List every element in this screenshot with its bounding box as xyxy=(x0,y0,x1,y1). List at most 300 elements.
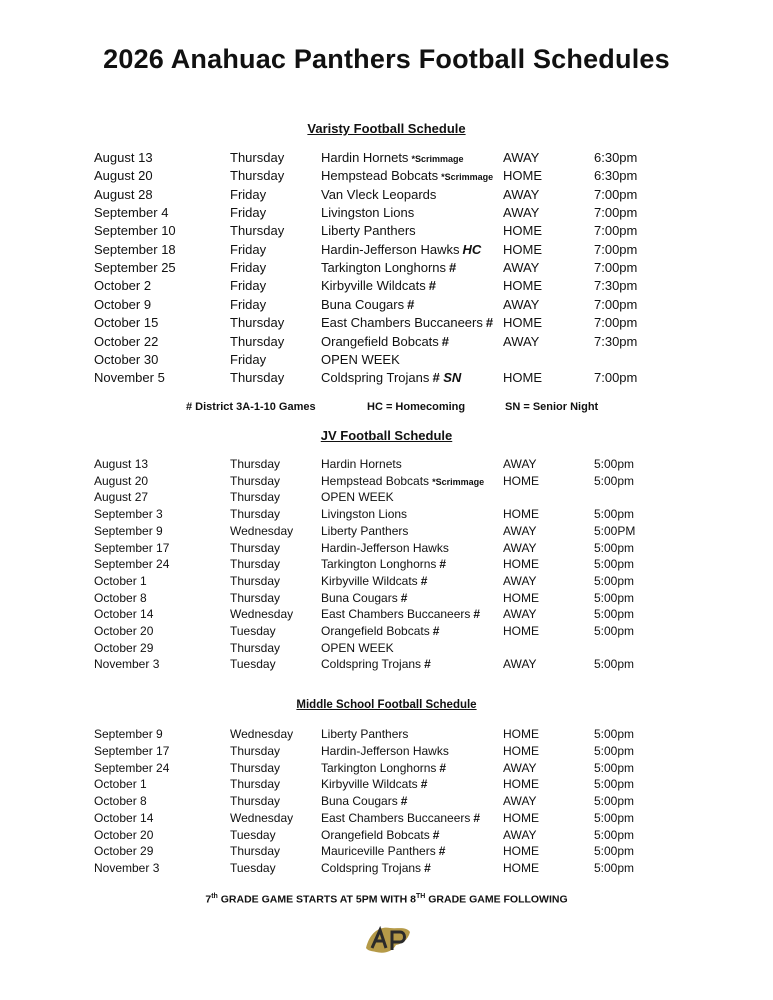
table-row xyxy=(0,223,773,241)
game-opponent-text: Hardin Hornets xyxy=(321,150,409,165)
table-row xyxy=(0,557,773,575)
game-time xyxy=(594,794,634,808)
game-time-text: 5:00pm xyxy=(594,794,635,808)
game-date-text: September 24 xyxy=(94,557,170,572)
game-opponent-text: Orangefield Bobcats xyxy=(321,827,430,842)
game-date xyxy=(94,474,148,488)
game-marker: # xyxy=(420,777,428,792)
game-location-text: AWAY xyxy=(503,827,537,842)
game-time xyxy=(594,607,634,621)
table-row xyxy=(0,474,773,492)
game-location-text: AWAY xyxy=(503,573,537,588)
game-location xyxy=(503,187,539,202)
game-location-text: HOME xyxy=(503,590,539,605)
game-day-text: Wednesday xyxy=(230,607,294,622)
game-day xyxy=(230,794,280,808)
game-date xyxy=(94,370,165,385)
game-location-text: AWAY xyxy=(503,186,540,202)
game-location xyxy=(503,624,539,638)
game-time xyxy=(594,315,637,330)
game-day-text: Thursday xyxy=(230,333,285,349)
table-row xyxy=(0,861,773,879)
game-date-text: October 29 xyxy=(94,844,154,859)
game-date xyxy=(94,828,153,842)
page-title: 2026 Anahuac Panthers Football Schedules xyxy=(103,44,670,74)
game-day xyxy=(230,574,280,588)
game-time xyxy=(594,474,634,488)
grade-game-note xyxy=(0,893,773,906)
game-date-text: September 17 xyxy=(94,540,170,555)
game-location xyxy=(503,744,539,758)
game-day-text: Friday xyxy=(230,278,267,294)
game-location-text: HOME xyxy=(503,241,542,257)
game-opponent-text: Hempstead Bobcats xyxy=(321,168,439,184)
game-opponent xyxy=(321,541,449,555)
game-location-text: HOME xyxy=(503,727,539,741)
game-opponent xyxy=(321,352,400,367)
game-marker: # xyxy=(428,278,436,294)
footer-sup-2: TH xyxy=(415,893,426,900)
game-day xyxy=(230,474,280,488)
game-opponent-text: OPEN WEEK xyxy=(321,490,394,505)
game-day-text: Thursday xyxy=(230,760,281,775)
game-date xyxy=(94,187,153,202)
game-day xyxy=(230,457,280,471)
game-location-text: HOME xyxy=(503,315,542,331)
game-time-text: 7:00pm xyxy=(594,186,638,202)
game-opponent-text: East Chambers Buccaneers xyxy=(321,810,471,825)
game-opponent xyxy=(321,794,407,808)
game-day-text: Thursday xyxy=(230,315,285,331)
table-row xyxy=(0,334,773,352)
game-time xyxy=(594,574,634,588)
game-opponent xyxy=(321,657,431,671)
game-opponent xyxy=(321,727,408,741)
game-day xyxy=(230,205,266,220)
game-opponent-text: OPEN WEEK xyxy=(321,640,394,655)
game-time-text: 5:00pm xyxy=(594,727,635,741)
game-time xyxy=(594,457,634,471)
game-day-text: Thursday xyxy=(230,844,281,859)
game-day-text: Thursday xyxy=(230,473,281,488)
game-date-text: October 14 xyxy=(94,810,154,825)
table-row xyxy=(0,541,773,559)
game-opponent xyxy=(321,168,493,183)
varsity-heading: Varisty Football Schedule xyxy=(307,121,466,136)
game-opponent-text: Kirbyville Wildcats xyxy=(321,777,418,792)
table-row xyxy=(0,352,773,370)
game-time xyxy=(594,260,637,275)
game-opponent xyxy=(321,242,481,257)
game-day xyxy=(230,278,266,293)
table-row xyxy=(0,777,773,795)
game-marker: # xyxy=(407,296,415,312)
game-time xyxy=(594,811,634,825)
game-marker: # xyxy=(439,760,447,775)
game-location-text: HOME xyxy=(503,370,542,386)
game-date-text: November 5 xyxy=(94,370,165,386)
game-opponent-text: Van Vleck Leopards xyxy=(321,186,437,202)
game-day xyxy=(230,761,280,775)
game-date xyxy=(94,777,147,791)
game-time-text: 5:00pm xyxy=(594,557,635,572)
game-date xyxy=(94,490,148,504)
game-marker: # xyxy=(485,315,494,331)
game-marker: # xyxy=(432,827,440,842)
game-date xyxy=(94,457,148,471)
game-location xyxy=(503,297,539,312)
game-date-text: October 14 xyxy=(94,607,154,622)
game-day xyxy=(230,223,284,238)
game-location-text: AWAY xyxy=(503,260,540,276)
game-time-text: 7:00pm xyxy=(594,223,638,239)
game-time-text: 5:00pm xyxy=(594,473,635,488)
game-time xyxy=(594,334,637,349)
game-opponent-text: East Chambers Buccaneers xyxy=(321,607,471,622)
game-opponent xyxy=(321,297,414,312)
game-date-text: August 27 xyxy=(94,490,149,505)
game-day xyxy=(230,828,276,842)
game-time-text: 5:00pm xyxy=(594,590,635,605)
game-time-text: 5:00pm xyxy=(594,777,635,792)
game-marker: # xyxy=(424,861,431,875)
game-location xyxy=(503,507,539,521)
game-location xyxy=(503,260,539,275)
game-date xyxy=(94,242,176,257)
game-day-text: Thursday xyxy=(230,540,281,555)
game-date xyxy=(94,557,169,571)
game-location-text: AWAY xyxy=(503,760,537,775)
table-row xyxy=(0,727,773,745)
game-date-text: October 30 xyxy=(94,351,159,367)
game-date xyxy=(94,574,147,588)
game-day-text: Tuesday xyxy=(230,861,276,875)
game-time xyxy=(594,278,637,293)
game-date xyxy=(94,507,163,521)
game-opponent-text: Tarkington Longhorns xyxy=(321,260,447,276)
game-opponent xyxy=(321,457,402,471)
game-day-text: Wednesday xyxy=(230,523,294,538)
game-date xyxy=(94,168,153,183)
game-opponent-text: Coldspring Trojans xyxy=(321,657,422,672)
game-opponent-text: Tarkington Longhorns xyxy=(321,557,437,572)
game-time xyxy=(594,557,634,571)
game-day xyxy=(230,591,280,605)
game-date-text: August 13 xyxy=(94,150,153,165)
table-row xyxy=(0,574,773,592)
game-marker: # xyxy=(473,810,481,825)
game-date-text: October 15 xyxy=(94,315,159,331)
game-date xyxy=(94,844,153,858)
game-time xyxy=(594,205,637,220)
game-marker: # xyxy=(420,573,428,588)
game-time xyxy=(594,507,634,521)
game-opponent-text: OPEN WEEK xyxy=(321,351,400,367)
table-row xyxy=(0,507,773,525)
game-opponent-text: Coldspring Trojans xyxy=(321,370,430,386)
game-location-text: HOME xyxy=(503,507,539,522)
game-location-text: HOME xyxy=(503,557,539,572)
game-day xyxy=(230,187,266,202)
game-date xyxy=(94,205,168,220)
game-day-text: Thursday xyxy=(230,743,281,758)
game-time xyxy=(594,828,634,842)
game-opponent xyxy=(321,474,484,488)
game-time-text: 5:00pm xyxy=(594,507,635,522)
game-day-text: Friday xyxy=(230,351,267,367)
game-time xyxy=(594,524,635,538)
game-date xyxy=(94,260,176,275)
game-time xyxy=(594,223,637,238)
game-day xyxy=(230,541,280,555)
game-day-text: Thursday xyxy=(230,490,281,505)
game-time xyxy=(594,168,637,183)
game-date-text: October 22 xyxy=(94,333,159,349)
game-opponent xyxy=(321,624,439,638)
game-opponent-text: Tarkington Longhorns xyxy=(321,760,437,775)
table-row xyxy=(0,761,773,779)
game-marker: HC xyxy=(462,241,482,257)
game-location-text: HOME xyxy=(503,223,542,239)
game-day xyxy=(230,507,280,521)
game-opponent xyxy=(321,557,446,571)
game-location xyxy=(503,777,539,791)
game-location-text: AWAY xyxy=(503,657,537,672)
game-location-text: HOME xyxy=(503,278,542,294)
game-day xyxy=(230,352,266,367)
game-location xyxy=(503,557,539,571)
game-location-text: HOME xyxy=(503,743,539,758)
table-row xyxy=(0,168,773,186)
table-row xyxy=(0,624,773,642)
game-opponent-text: Orangefield Bobcats xyxy=(321,624,430,638)
game-location-text: HOME xyxy=(503,777,539,792)
game-location-text: AWAY xyxy=(503,540,537,555)
game-date xyxy=(94,624,153,638)
game-opponent-text: Hardin-Jefferson Hawks xyxy=(321,241,460,257)
game-opponent xyxy=(321,260,456,275)
game-day xyxy=(230,861,276,875)
game-day-text: Thursday xyxy=(230,223,285,239)
game-time-text: 5:00PM xyxy=(594,523,636,538)
game-day xyxy=(230,370,284,385)
game-day xyxy=(230,260,266,275)
game-date xyxy=(94,727,163,741)
game-date xyxy=(94,761,169,775)
game-marker: # xyxy=(432,624,440,638)
game-opponent-text: Buna Cougars xyxy=(321,590,398,605)
game-location xyxy=(503,524,537,538)
game-location-text: HOME xyxy=(503,810,539,825)
game-opponent xyxy=(321,574,427,588)
game-location-text: HOME xyxy=(503,861,539,875)
game-time-text: 7:00pm xyxy=(594,315,638,331)
game-opponent xyxy=(321,524,408,538)
game-time xyxy=(594,844,634,858)
game-time-text: 5:00pm xyxy=(594,657,635,672)
game-day xyxy=(230,811,293,825)
game-date-text: October 1 xyxy=(94,573,147,588)
game-opponent-text: Buna Cougars xyxy=(321,296,405,312)
game-date-text: November 3 xyxy=(94,861,160,875)
game-day xyxy=(230,524,293,538)
table-row xyxy=(0,242,773,260)
game-date-text: August 13 xyxy=(94,457,149,471)
game-location xyxy=(503,150,539,165)
game-location xyxy=(503,278,542,293)
game-day xyxy=(230,557,280,571)
game-date xyxy=(94,352,158,367)
game-day-text: Thursday xyxy=(230,168,285,184)
table-row xyxy=(0,591,773,609)
game-marker: # xyxy=(449,260,457,276)
game-day-text: Tuesday xyxy=(230,827,276,842)
game-opponent xyxy=(321,370,461,385)
game-time-text: 5:00pm xyxy=(594,607,635,622)
panther-paw-logo-icon xyxy=(362,918,414,958)
game-time xyxy=(594,624,634,638)
game-opponent-text: Livingston Lions xyxy=(321,205,415,221)
game-time xyxy=(594,591,634,605)
game-opponent-text: Kirbyville Wildcats xyxy=(321,278,426,294)
legend-senior-night: SN = Senior Night xyxy=(505,401,599,413)
table-row xyxy=(0,457,773,475)
game-marker: # SN xyxy=(432,370,462,386)
game-opponent-text: Liberty Panthers xyxy=(321,727,409,741)
game-location-text: HOME xyxy=(503,624,539,638)
game-opponent-text: Liberty Panthers xyxy=(321,523,409,538)
game-date xyxy=(94,657,159,671)
game-opponent-text: Buna Cougars xyxy=(321,794,398,808)
game-date-text: August 20 xyxy=(94,473,149,488)
game-date-text: September 24 xyxy=(94,760,170,775)
table-row xyxy=(0,260,773,278)
game-day-text: Friday xyxy=(230,186,267,202)
game-opponent xyxy=(321,777,427,791)
game-date xyxy=(94,607,153,621)
game-time xyxy=(594,370,637,385)
game-day xyxy=(230,727,293,741)
game-time-text: 7:00pm xyxy=(594,370,638,386)
table-row xyxy=(0,370,773,388)
game-day-text: Thursday xyxy=(230,640,281,655)
game-opponent-text: Hardin-Jefferson Hawks xyxy=(321,540,449,555)
table-row xyxy=(0,297,773,315)
game-opponent xyxy=(321,187,436,202)
game-day-text: Thursday xyxy=(230,573,281,588)
game-opponent xyxy=(321,315,493,330)
game-time-text: 5:00pm xyxy=(594,624,635,638)
game-time xyxy=(594,861,634,875)
game-time xyxy=(594,744,634,758)
game-day xyxy=(230,744,280,758)
game-time-text: 5:00pm xyxy=(594,810,635,825)
game-time-text: 5:00pm xyxy=(594,743,635,758)
game-time-text: 6:30pm xyxy=(594,150,638,165)
game-location xyxy=(503,370,542,385)
game-note: *Scrimmage xyxy=(441,172,494,183)
game-opponent xyxy=(321,507,407,521)
footer-sup-1: th xyxy=(211,893,218,900)
game-location xyxy=(503,223,542,238)
game-time-text: 5:00pm xyxy=(594,457,635,471)
game-location xyxy=(503,205,539,220)
game-opponent xyxy=(321,278,436,293)
game-location xyxy=(503,541,537,555)
game-time-text: 7:30pm xyxy=(594,278,638,294)
game-date-text: October 8 xyxy=(94,794,147,808)
game-day xyxy=(230,150,284,165)
game-opponent-text: Livingston Lions xyxy=(321,507,408,522)
game-location xyxy=(503,591,539,605)
game-opponent-text: Orangefield Bobcats xyxy=(321,333,439,349)
game-day-text: Wednesday xyxy=(230,810,294,825)
game-opponent xyxy=(321,744,449,758)
game-opponent xyxy=(321,334,449,349)
game-day-text: Thursday xyxy=(230,150,285,165)
game-location xyxy=(503,761,537,775)
footer-text-3: GRADE GAME FOLLOWING xyxy=(425,893,568,906)
game-date xyxy=(94,591,147,605)
game-marker: # xyxy=(473,607,481,622)
game-note: *Scrimmage xyxy=(432,476,485,487)
game-opponent xyxy=(321,205,414,220)
game-location-text: AWAY xyxy=(503,523,537,538)
game-opponent-text: Mauriceville Panthers xyxy=(321,844,436,859)
game-opponent xyxy=(321,828,439,842)
game-opponent xyxy=(321,607,480,621)
table-row xyxy=(0,657,773,675)
game-location xyxy=(503,574,537,588)
game-location-text: HOME xyxy=(503,168,542,184)
game-location xyxy=(503,657,537,671)
game-marker: # xyxy=(439,557,447,572)
legend-homecoming: HC = Homecoming xyxy=(367,401,466,413)
game-date xyxy=(94,524,163,538)
game-date xyxy=(94,223,176,238)
game-time-text: 5:00pm xyxy=(594,861,635,875)
game-date-text: November 3 xyxy=(94,657,160,672)
game-date xyxy=(94,811,153,825)
table-row xyxy=(0,524,773,542)
game-time-text: 7:00pm xyxy=(594,296,638,312)
game-day-text: Friday xyxy=(230,241,267,257)
game-day-text: Thursday xyxy=(230,557,281,572)
middle-school-heading: Middle School Football Schedule xyxy=(296,699,477,711)
table-row xyxy=(0,490,773,508)
game-time-text: 7:30pm xyxy=(594,333,638,349)
game-day-text: Friday xyxy=(230,205,267,221)
game-location xyxy=(503,794,537,808)
game-time xyxy=(594,242,637,257)
game-location xyxy=(503,474,539,488)
game-day-text: Thursday xyxy=(230,457,281,471)
footer-text-1: 7 xyxy=(205,893,212,906)
table-row xyxy=(0,844,773,862)
game-date-text: October 8 xyxy=(94,590,147,605)
game-date-text: October 9 xyxy=(94,296,152,312)
game-location-text: AWAY xyxy=(503,296,540,312)
game-day-text: Thursday xyxy=(230,370,285,386)
game-opponent-text: East Chambers Buccaneers xyxy=(321,315,483,331)
game-date-text: August 20 xyxy=(94,168,153,184)
game-day-text: Thursday xyxy=(230,590,281,605)
game-time xyxy=(594,187,637,202)
game-date-text: September 9 xyxy=(94,727,163,741)
game-marker: # xyxy=(400,794,408,808)
game-time-text: 5:00pm xyxy=(594,760,635,775)
game-day-text: Wednesday xyxy=(230,727,294,741)
